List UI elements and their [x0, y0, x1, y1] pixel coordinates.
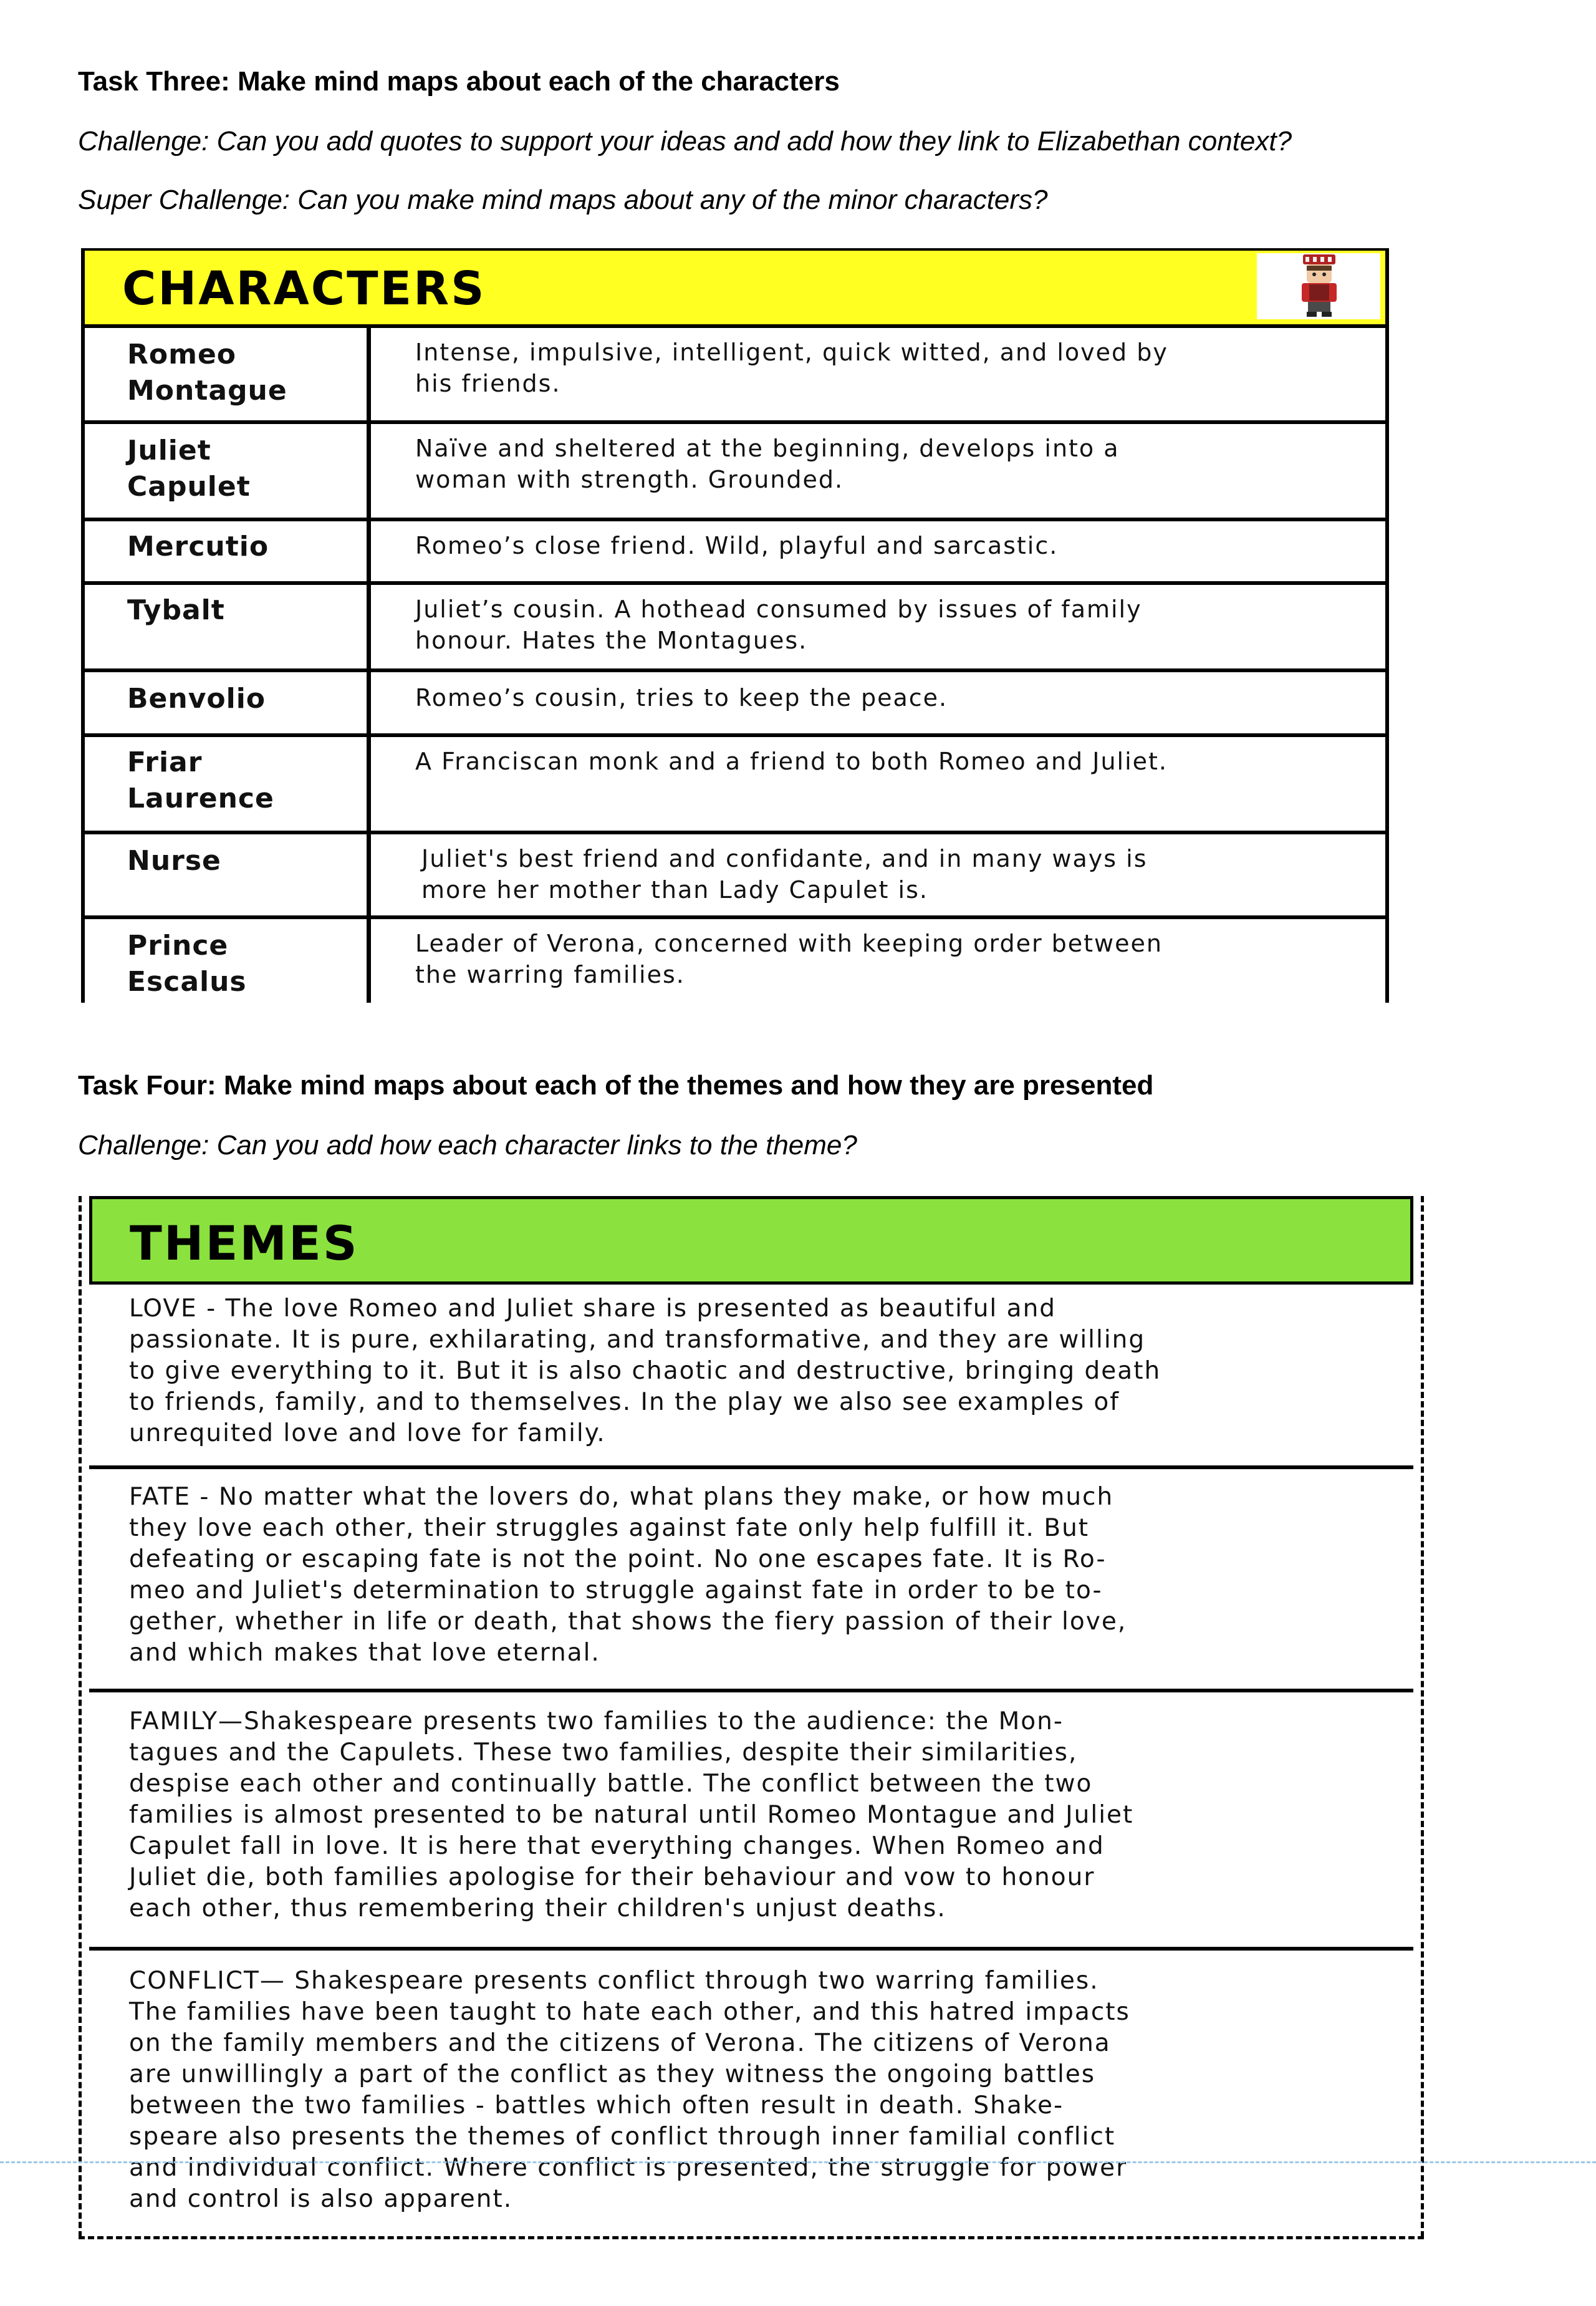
table-row — [85, 585, 1385, 668]
page-break-marker — [0, 2161, 1596, 2163]
theme-fate-text: FATE - No matter what the lovers do, what plans they make, or how much they love each other, their struggles against fate only help fulfill it. But defeating or escaping fate is not the point. No one escapes fate. It is Ro- meo and Juliet's determination to struggle against fate in order to be to- gether, whether in life or death, that shows the fiery passion of their love, and which makes that love eternal. — [129, 1483, 1127, 1667]
theme-family-text: FAMILY—Shakespeare presents two families to the audience: the Mon- tagues and the Capulets. These two families, despite their similarities, despise each other and continually battle. The conflict between the two families is almost presented to be natural until Romeo Montague and Juliet Capulet fall in love. It is here that everything changes. When Romeo and Juliet die, both families apologise for their behaviour and vow to honour each other, thus remembering their children's unjust deaths. — [129, 1707, 1134, 1922]
characters-table — [81, 248, 1389, 1003]
character-figure-icon — [1257, 253, 1380, 319]
table-row — [85, 834, 1385, 915]
character-description: Romeo’s close friend. Wild, playful and sarcastic. — [415, 532, 1059, 559]
column-divider — [367, 324, 371, 1003]
character-description: Leader of Verona, concerned with keeping order between the warring families. — [415, 930, 1163, 988]
character-description: A Franciscan monk and a friend to both Romeo and Juliet. — [415, 748, 1168, 775]
characters-title: CHARACTERS — [122, 262, 486, 316]
task-three-super-challenge: Super Challenge: Can you make mind maps about any of the minor characters? — [78, 185, 1048, 215]
table-row — [85, 424, 1385, 518]
character-name: Romeo Montague — [127, 339, 287, 407]
task-four-heading: Task Four: Make mind maps about each of the themes and how they are presented — [78, 1070, 1154, 1101]
task-four-challenge: Challenge: Can you add how each character links to the theme? — [78, 1130, 857, 1160]
character-description: Intense, impulsive, intelligent, quick witted, and loved by his friends. — [415, 339, 1168, 397]
task-three-challenge: Challenge: Can you add quotes to support your ideas and add how they link to Elizabethan context? — [78, 126, 1292, 157]
table-row — [85, 672, 1385, 733]
table-row — [85, 521, 1385, 581]
table-row — [85, 328, 1385, 420]
character-name: Friar Laurence — [127, 746, 274, 814]
theme-love — [89, 1285, 1413, 1469]
task-three-heading: Task Three: Make mind maps about each of the characters — [78, 66, 840, 97]
theme-conflict — [89, 1951, 1413, 2236]
themes-header — [89, 1196, 1413, 1285]
themes-title: THEMES — [130, 1215, 359, 1271]
character-description: Naïve and sheltered at the beginning, develops into a woman with strength. Grounded. — [415, 435, 1120, 493]
character-name: Tybalt — [127, 594, 225, 626]
table-row — [85, 737, 1385, 831]
characters-header — [85, 248, 1385, 324]
character-name: Nurse — [127, 845, 221, 877]
themes-table — [79, 1196, 1424, 2237]
theme-fate — [89, 1469, 1413, 1692]
character-name: Benvolio — [127, 683, 266, 715]
themes-bottom-border — [79, 2236, 1424, 2239]
character-description: Juliet's best friend and confidante, and in many ways is more her mother than Lady Capulet is. — [421, 845, 1148, 904]
character-name: Prince Escalus — [127, 930, 247, 998]
table-row — [85, 919, 1385, 1003]
character-description: Romeo’s cousin, tries to keep the peace. — [415, 684, 948, 712]
theme-conflict-text: CONFLICT— Shakespeare presents conflict through two warring families. The families have been taught to hate each other, and this hatred impacts on the family members and the citizens of Verona. The citizens of Verona are unwillingly a part of the conflict as they witness the ongoing battles between the two families - battles which often result in death. Shake- speare also presents the themes of conflict through inner familial conflict and individual conflict. Where conflict is presented, the struggle for power and control is also apparent. — [129, 1967, 1130, 2213]
character-description: Juliet’s cousin. A hothead consumed by issues of family honour. Hates the Montagues. — [415, 596, 1142, 654]
character-name: Mercutio — [127, 531, 269, 562]
theme-family — [89, 1692, 1413, 1951]
theme-love-text: LOVE - The love Romeo and Juliet share is presented as beautiful and passionate. It is pure, exhilarating, and transformative, and they are willing to give everything to it. But it is also chaotic and destructive, bringing death to friends, family, and to themselves. In the play we also see examples of unrequited love and love for family. — [129, 1295, 1161, 1447]
character-name: Juliet Capulet — [127, 435, 251, 503]
